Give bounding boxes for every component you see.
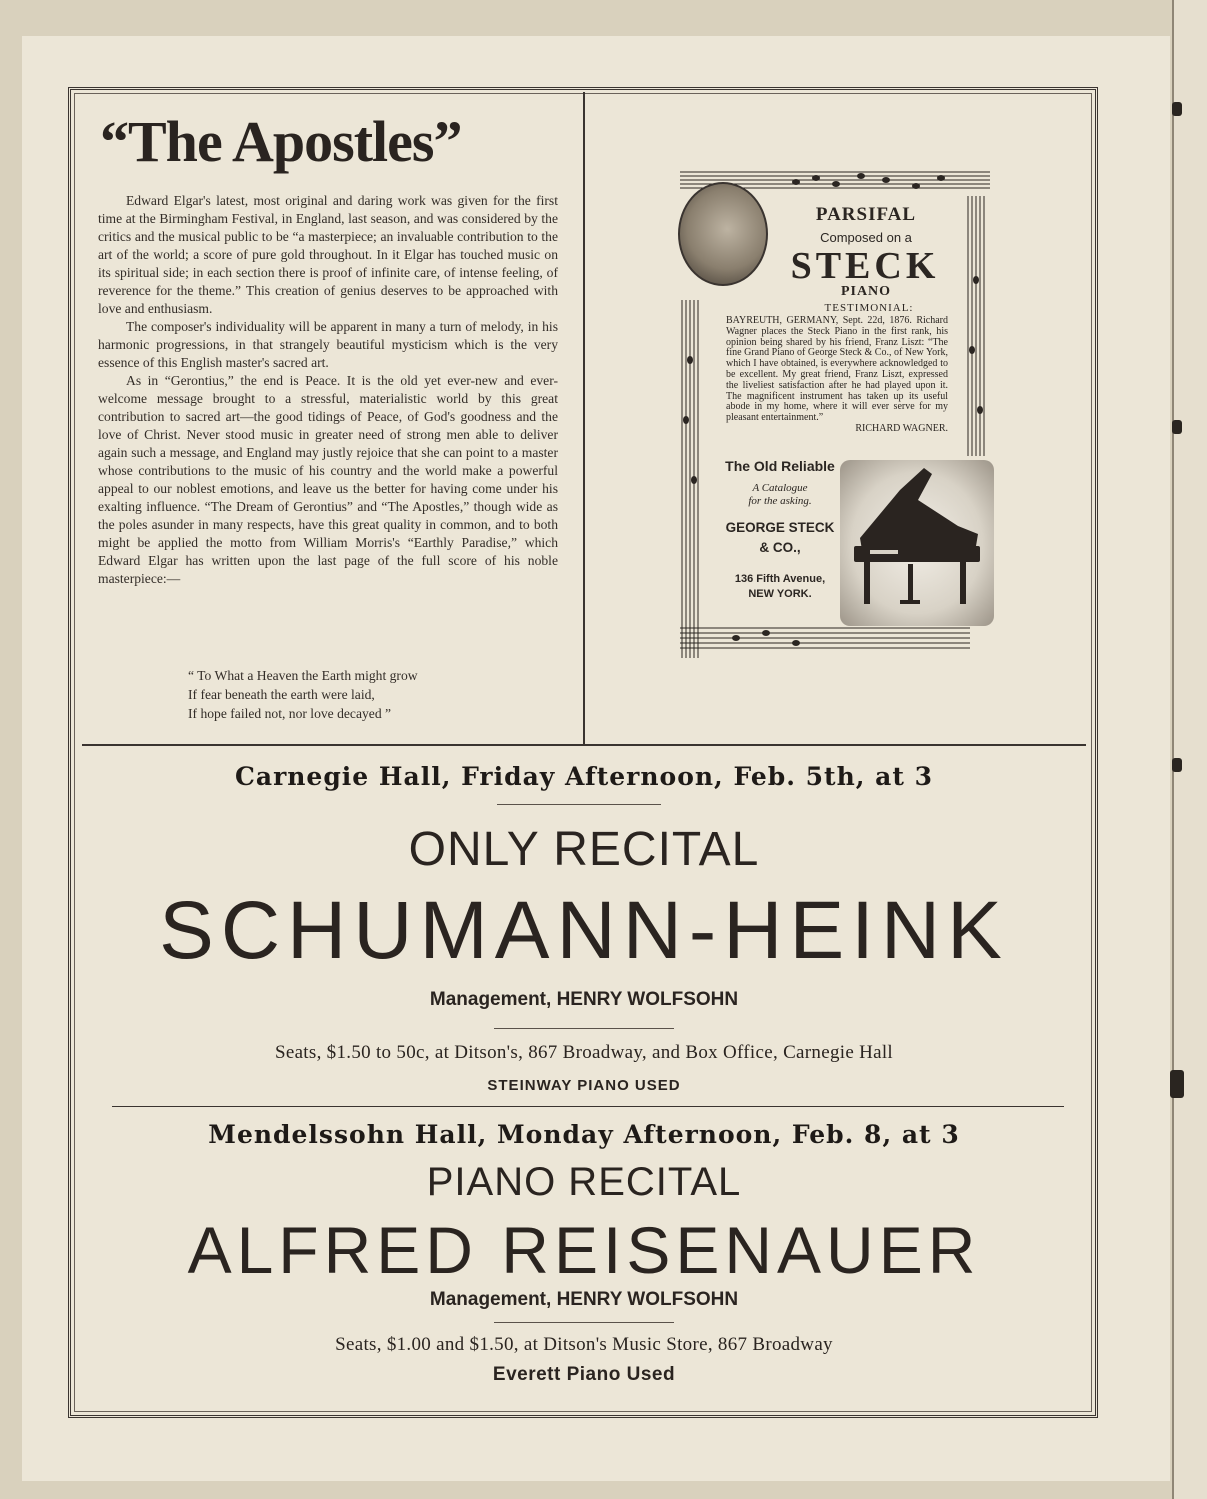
- company-line: GEORGE STECK: [725, 520, 835, 535]
- testimonial-text: [726, 316, 948, 435]
- concert2-piano: Everett Piano Used: [492, 1364, 676, 1385]
- concert1-venue: Carnegie Hall, Friday Afternoon, Feb. 5th, at 3: [234, 762, 934, 791]
- poem-line: If fear beneath the earth were laid,: [188, 687, 375, 702]
- company-line: & CO.,: [759, 540, 801, 555]
- steck-piano-ad: [676, 160, 996, 664]
- ad-subtitle: Composed on a: [820, 230, 912, 245]
- concert2-management: Management, HENRY WOLFSOHN: [429, 1289, 739, 1310]
- ad-title: PARSIFAL: [815, 204, 917, 225]
- binding-hole: [1170, 1070, 1184, 1098]
- concert1-artist: SCHUMANN-HEINK: [159, 885, 1009, 976]
- concert2-seats: Seats, $1.00 and $1.50, at Ditson's Music Store, 867 Broadway: [335, 1334, 833, 1355]
- concert1-piano: STEINWAY PIANO USED: [487, 1077, 681, 1094]
- catalogue-line: for the asking.: [748, 495, 812, 507]
- concert2-venue: Mendelssohn Hall, Monday Afternoon, Feb. 8, at 3: [208, 1120, 960, 1149]
- article-paragraph: Edward Elgar's latest, most original and daring work was given for the first time at the Birmingham Festival, in England, last season, and was considered by the critics and the musical public to be “a masterpiece; an invaluable contribution to the art of the world; a score of pure gold throughout. In it Elgar has touched music on its spiritual side; in each section there is proof of infinite care, of intense feeling, of reverence for the theme.” This creation of genius deserves to be approached with love and enthusiasm.: [98, 193, 558, 316]
- address-line: 136 Fifth Avenue,: [734, 573, 826, 585]
- binding-hole: [1172, 420, 1182, 434]
- company-name: [720, 518, 840, 558]
- binding-hole: [1172, 758, 1182, 772]
- testimonial-quote: BAYREUTH, GERMANY, Sept. 22d, 1876. Richard Wagner places the Steck Piano in the first rank, his opinion being shared by his friend, Franz Liszt: “The fine Grand Piano of George Steck & Co., of New York, which I have obtained, is everywhere acknowledged to be excellent. My great friend, Franz Liszt, expressed the liveliest satisfaction after he had played upon it. The magnificent instrument has taken up its useful abode in my home, where it will ever serve for my pleasant entertainment.”: [726, 315, 948, 424]
- concert1-heading: ONLY RECITAL: [408, 823, 760, 876]
- divider: [112, 1106, 1064, 1107]
- divider: [497, 804, 661, 805]
- concert1-management: Management, HENRY WOLFSOHN: [429, 989, 739, 1010]
- column-divider: [583, 92, 585, 744]
- catalogue-offer: [720, 482, 840, 508]
- divider: [494, 1322, 674, 1323]
- brand-piano: PIANO: [840, 284, 892, 299]
- poem-quote: [188, 666, 518, 723]
- testimonial-signature: RICHARD WAGNER.: [855, 422, 948, 434]
- concert2-artist: ALFRED REISENAUER: [187, 1213, 981, 1287]
- testimonial-label: TESTIMONIAL:: [824, 302, 914, 314]
- article-title: “The Apostles”: [100, 109, 462, 174]
- grand-piano-illustration: [840, 460, 994, 626]
- article-paragraph: The composer's individuality will be apparent in many a turn of melody, in his harmonic progressions, in that strangely beautiful mysticism which is the very essence of this English master's sacred art.: [98, 319, 558, 370]
- address-line: NEW YORK.: [748, 588, 812, 600]
- company-address: [720, 572, 840, 602]
- article-paragraph: As in “Gerontius,” the end is Peace. It is the old yet ever-new and ever-welcome message brought to a stressful, materialistic world by this great contribution to sacred art—the good tidings of Peace, of God's goodness and the love of Christ. Never stood music in greater need of strong men able to deliver again such a message, and England may justly rejoice that she can point to a master whose contributions to the music of his country and the world make a powerful appeal to our noblest emotions, and leave us the better for having come under his exalting influence. “The Dream of Gerontius” and “The Apostles,” though wide as the poles asunder in many respects, have this great quality in common, and to both might be applied the motto from William Morris's “Earthly Paradise,” which Edward Elgar has written upon the last page of the full score of his noble masterpiece:—: [98, 373, 558, 586]
- binding-spine: [1172, 0, 1207, 1499]
- wagner-portrait: [678, 182, 768, 286]
- poem-line: “ To What a Heaven the Earth might grow: [188, 668, 418, 683]
- concert1-seats: Seats, $1.50 to 50c, at Ditson's, 867 Broadway, and Box Office, Carnegie Hall: [274, 1042, 894, 1063]
- brand-name: STECK: [790, 245, 940, 287]
- catalogue-line: A Catalogue: [752, 482, 808, 494]
- divider: [494, 1028, 674, 1029]
- poem-line: If hope failed not, nor love decayed ”: [188, 706, 392, 721]
- slogan: The Old Reliable: [725, 458, 835, 474]
- grand-piano-icon: [840, 460, 994, 626]
- binding-hole: [1172, 102, 1182, 116]
- section-divider: [82, 744, 1086, 746]
- concert2-heading: PIANO RECITAL: [426, 1160, 742, 1204]
- article-body: [98, 192, 558, 588]
